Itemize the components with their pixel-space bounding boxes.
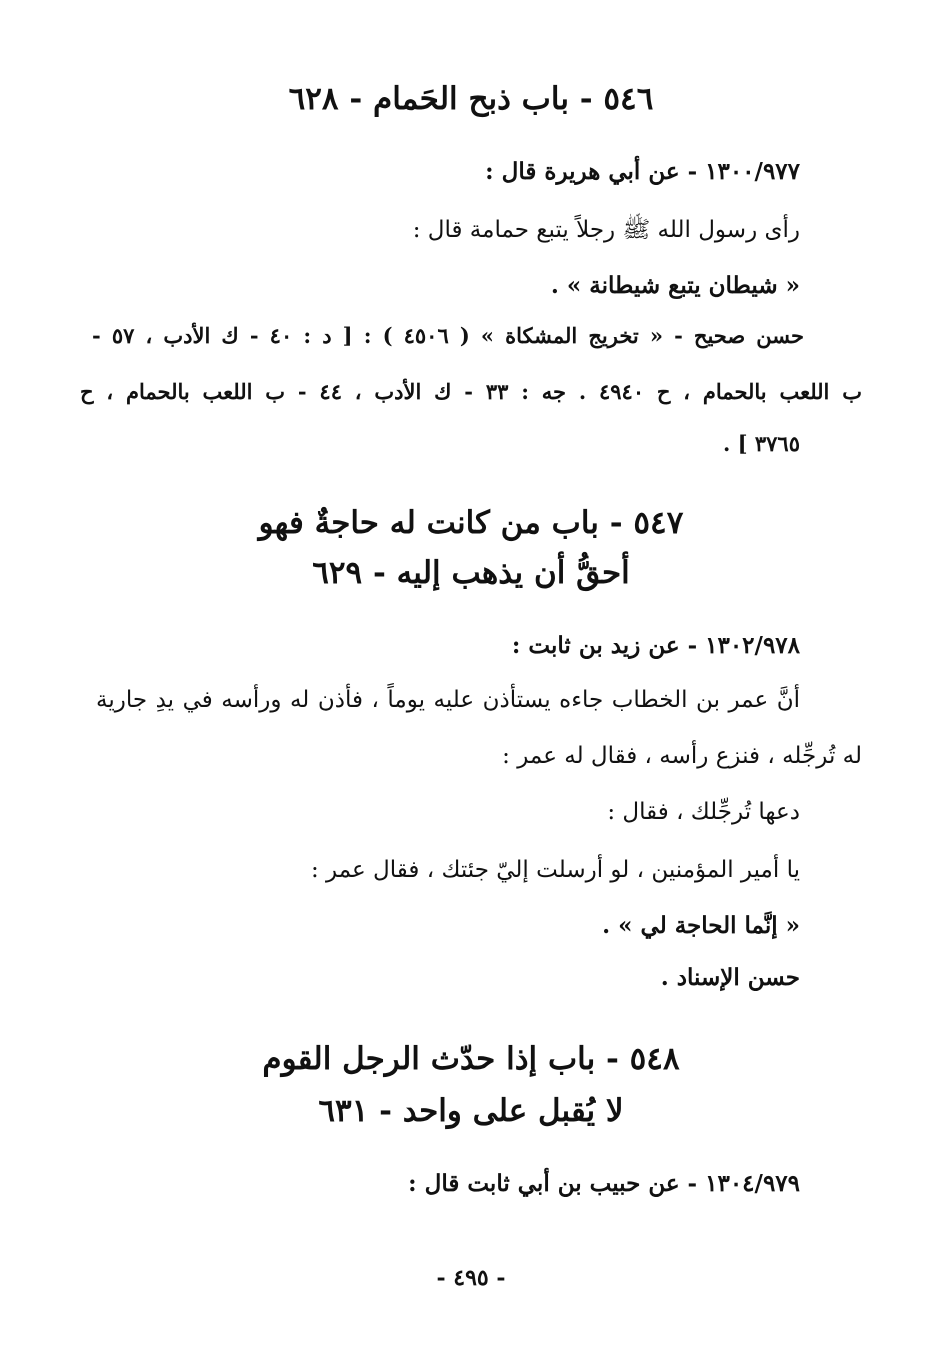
- hadith-978-grading-line: حسن الإسناد .: [660, 964, 800, 991]
- chapter-548-title-line-1: ٥٤٨ - باب إذا حدّث الرجل القوم: [262, 1041, 680, 1077]
- hadith-978-text-line-3: دعها تُرجِّلك ، فقال :: [607, 799, 800, 825]
- chapter-547-title-line-1: ٥٤٧ - باب من كانت له حاجةٌ فهو: [258, 505, 684, 541]
- chapter-546-title: ٥٤٦ - باب ذبح الحَمام - ٦٢٨: [288, 81, 654, 117]
- hadith-977-grading-line-3: ٣٧٦٥ ] .: [723, 431, 800, 456]
- chapter-547-title-line-2: أحقُّ أن يذهب إليه - ٦٢٩: [312, 555, 630, 591]
- hadith-978-text-line-1: أنَّ عمر بن الخطاب جاءه يستأذن عليه يوماً ، فأذن له ورأسه في يدِ جارية: [96, 687, 800, 713]
- hadith-978-text-line-5: « إنَّما الحاجة لي » .: [602, 912, 800, 939]
- hadith-979-number-line: ١٣٠٤/٩٧٩ - عن حبيب بن أبي ثابت قال :: [408, 1170, 800, 1197]
- hadith-978-text-line-4: يا أمير المؤمنين ، لو أرسلت إليّ جئتك ، فقال عمر :: [310, 857, 800, 883]
- hadith-977-number-line: ١٣٠٠/٩٧٧ - عن أبي هريرة قال :: [485, 158, 800, 185]
- page-number: - ٤٩٥ -: [436, 1265, 506, 1291]
- hadith-977-text-line-1: رأى رسول الله ﷺ رجلاً يتبع حمامة قال :: [412, 217, 800, 243]
- hadith-977-grading-line-1: حسن صحيح - « تخريج المشكاة » ( ٤٥٠٦ ) : [ د : ٤٠ - ك الأدب ، ٥٧ -: [92, 323, 804, 348]
- chapter-548-title-line-2: لا يُقبل على واحد - ٦٣١: [318, 1093, 624, 1129]
- hadith-978-number-line: ١٣٠٢/٩٧٨ - عن زيد بن ثابت :: [511, 632, 800, 659]
- hadith-977-grading-line-2: ب اللعب بالحمام ، ح ٤٩٤٠ . جه : ٣٣ - ك الأدب ، ٤٤ - ب اللعب بالحمام ، ح: [80, 379, 862, 404]
- hadith-977-text-line-2: « شيطان يتبع شيطانة » .: [550, 272, 800, 299]
- hadith-978-text-line-2: له تُرجِّله ، فنزع رأسه ، فقال له عمر :: [502, 743, 862, 769]
